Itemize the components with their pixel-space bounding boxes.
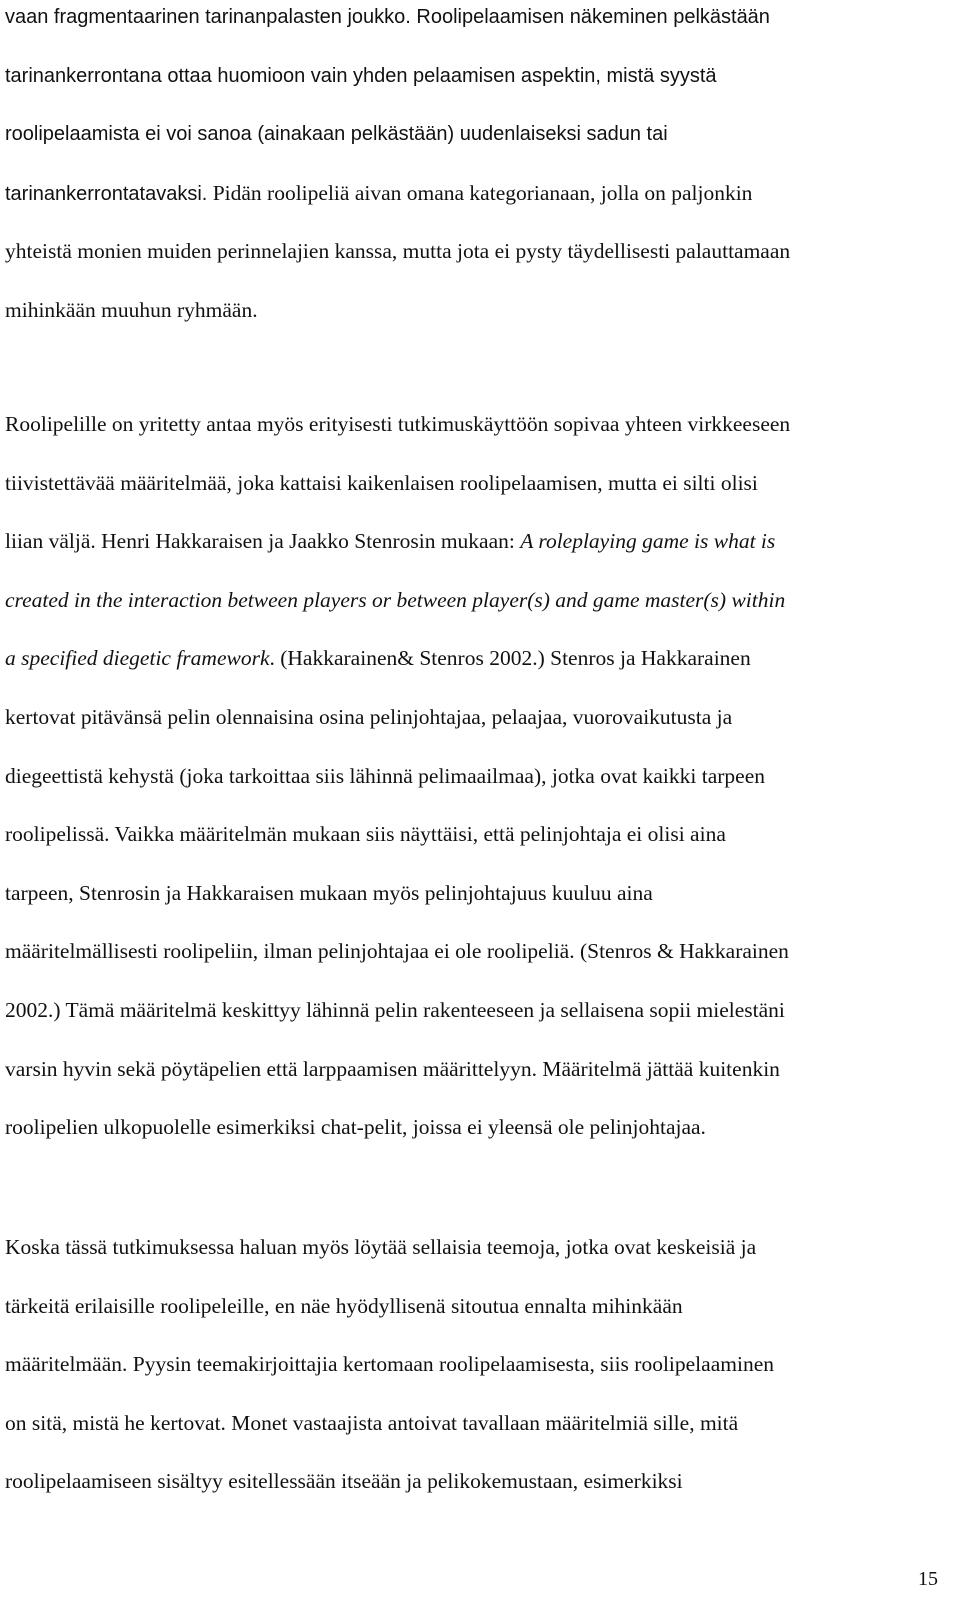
text-line: [5, 629, 955, 688]
text-line: Koska tässä tutkimuksessa haluan myös löytää sellaisia teemoja, jotka ovat keskeisiä ja: [5, 1235, 757, 1259]
text-line: tarpeen, Stenrosin ja Hakkaraisen mukaan myös pelinjohtajuus kuuluu aina: [5, 880, 653, 905]
quoted-definition-text: created in the interaction between players or between player(s) and game master(s) within: [5, 587, 786, 612]
text-line: tarinankerrontana ottaa huomioon vain yhden pelaamisen aspektin, mistä syystä: [5, 64, 717, 87]
text-line: roolipelissä. Vaikka määritelmän mukaan siis näyttäisi, että pelinjohtaja ei olisi aina: [5, 822, 726, 847]
text-run: tarinankerrontatavaksi.: [5, 182, 208, 205]
text-line: yhteistä monien muiden perinnelajien kanssa, mutta jota ei pysty täydellisesti palauttamaan: [5, 239, 791, 264]
text-line: roolipelien ulkopuolelle esimerkiksi chat-pelit, joissa ei yleensä ole pelinjohtajaa.: [5, 1115, 706, 1140]
text-run: Pidän roolipeliä aivan omana kategorianaan, jolla on paljonkin: [207, 180, 753, 205]
text-line: kertovat pitävänsä pelin olennaisina osina pelinjohtajaa, pelaajaa, vuorovaikutusta ja: [5, 704, 733, 729]
text-run: liian väljä. Henri Hakkaraisen ja Jaakko Stenrosin mukaan:: [5, 529, 521, 554]
text-line: diegeettistä kehystä (joka tarkoittaa siis lähinnä pelimaailmaa), jotka ovat kaikki tarpeen: [5, 763, 765, 788]
text-line: tiivistettävää määritelmää, joka kattaisi kaikenlaisen roolipelaamisen, mutta ei silti olisi: [5, 470, 758, 495]
quoted-definition-text: A roleplaying game is what is: [520, 529, 776, 554]
text-line: [5, 164, 955, 223]
text-line: roolipelaamiseen sisältyy esitellessään itseään ja pelikokemustaan, esimerkiksi: [5, 1469, 683, 1494]
paragraph-research-approach: [5, 1218, 955, 1511]
quoted-definition-text: a specified diegetic framework: [5, 646, 270, 671]
text-run: . (Hakkarainen& Stenros 2002.) Stenros ja Hakkarainen: [269, 646, 751, 671]
paragraph-definition: [5, 395, 955, 1157]
paragraph-roleplaying-category: [5, 0, 955, 340]
page-number: 15: [918, 1568, 938, 1590]
text-line: vaan fragmentaarinen tarinanpalasten joukko. Roolipelaamisen näkeminen pelkästään: [5, 6, 770, 28]
text-line: on sitä, mistä he kertovat. Monet vastaajista antoivat tavallaan määritelmiä sille, mitä: [5, 1410, 739, 1435]
text-line: roolipelaamista ei voi sanoa (ainakaan pelkästään) uudenlaiseksi sadun tai: [5, 123, 668, 146]
text-line: 2002.) Tämä määritelmä keskittyy lähinnä pelin rakenteeseen ja sellaisena sopii mielestäni: [5, 997, 785, 1022]
text-line: [5, 512, 955, 571]
text-line: määritelmään. Pyysin teemakirjoittajia kertomaan roolipelaamisesta, siis roolipelaaminen: [5, 1352, 774, 1377]
text-line: mihinkään muuhun ryhmään.: [5, 297, 258, 322]
text-line: määritelmällisesti roolipeliin, ilman pelinjohtajaa ei ole roolipeliä. (Stenros & Hakkarainen: [5, 939, 789, 964]
text-line: Roolipelille on yritetty antaa myös erityisesti tutkimuskäyttöön sopivaa yhteen virkkeeseen: [5, 412, 791, 436]
text-line: varsin hyvin sekä pöytäpelien että larppaamisen määrittelyyn. Määritelmä jättää kuitenkin: [5, 1056, 780, 1081]
text-line: tärkeitä erilaisille roolipeleille, en näe hyödyllisenä sitoutua ennalta mihinkään: [5, 1293, 683, 1318]
